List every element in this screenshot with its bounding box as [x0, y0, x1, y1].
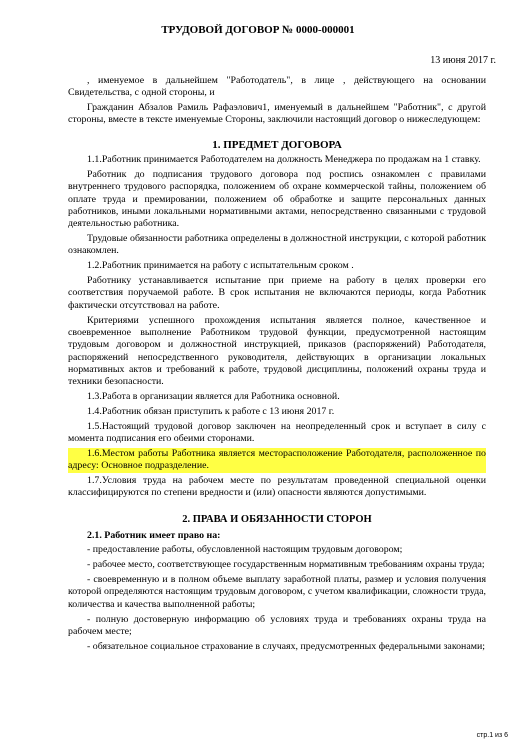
document-title: ТРУДОВОЙ ДОГОВОР № 0000-000001: [161, 24, 355, 36]
highlighted-clause: 1.6.Местом работы Работника является месторасположение Работодателя, расположенное по адресу: Основное подразделение.: [68, 447, 486, 472]
document-body: [68, 75, 486, 656]
rights-item: - рабочее место, соответствующее государственным нормативным требованиям охраны труда;: [87, 559, 485, 571]
clause-paragraph: 1.7.Условия труда на рабочем месте по результатам проведенной специальной оценки классифицируются по степени вредности и (или) опасности являются допустимыми.: [68, 475, 486, 499]
clause-paragraph: 1.1.Работник принимается Работодателем на должность Менеджера по продажам на 1 ставку.: [87, 154, 481, 166]
clause-paragraph: Трудовые обязанности работника определены в должностной инструкции, с которой работник ознакомлен.: [68, 233, 486, 257]
intro-paragraph: Гражданин Абзалов Рамиль Рафаэлович1, именуемый в дальнейшем "Работник", с другой стороны, вместе в тексте именуемые Стороны, заключили настоящий договор о нижеследующем:: [68, 102, 486, 126]
intro-paragraph: , именуемое в дальнейшем "Работодатель", в лице , действующего на основании Свидетельства, с одной стороны, и: [68, 75, 486, 99]
page-number: стр.1 из 6: [476, 732, 508, 739]
subsection-heading: 2.1. Работник имеет право на:: [87, 530, 221, 542]
clause-paragraph: Работнику устанавливается испытание при приеме на работу в целях проверки его соответствия поручаемой работе. В срок испытания не включаются периоды, когда Работник фактически отсутствовал на работе.: [68, 275, 486, 311]
clause-paragraph: 1.3.Работа в организации является для Работника основной.: [87, 390, 340, 402]
document-date: 13 июня 2017 г.: [430, 55, 496, 66]
clause-paragraph: 1.2.Работник принимается на работу с испытательным сроком .: [87, 260, 354, 272]
rights-item: - предоставление работы, обусловленной настоящим трудовым договором;: [87, 544, 403, 556]
clause-paragraph: Критериями успешного прохождения испытания является полное, качественное и своевременное выполнение Работником трудовой функции, предусмотренной настоящим трудовым договором и должностной инструкцией, приказов (распоряжений) Работодателя, распоряжений непосредственного руководителя, действующих в организации локальных нормативных актов и требований к работе, трудовой дисциплины, положений охраны труда и техники безопасности.: [68, 314, 486, 388]
clause-paragraph: 1.4.Работник обязан приступить к работе с 13 июня 2017 г.: [87, 405, 335, 417]
clause-paragraph: Работник до подписания трудового договора под роспись ознакомлен с правилами внутреннего трудового распорядка, положением об охране коммерческой тайны, положением об оплате труда и премировании, положением об обработке и защите персональных данных работников, иными локальными нормативными актами, непосредственно связанными с трудовой деятельностью работника.: [68, 168, 486, 230]
rights-item: - обязательное социальное страхование в случаях, предусмотренных федеральными законами;: [87, 640, 485, 652]
section-heading: 1. ПРЕДМЕТ ДОГОВОРА: [212, 138, 342, 151]
rights-item: - полную достоверную информацию об условиях труда и требованиях охраны труда на рабочем месте;: [68, 613, 486, 637]
clause-paragraph: 1.5.Настоящий трудовой договор заключен на неопределенный срок и вступает в силу с момента подписания его обеими сторонами.: [68, 420, 486, 445]
section-heading: 2. ПРАВА И ОБЯЗАННОСТИ СТОРОН: [182, 513, 372, 525]
rights-item: - своевременную и в полном объеме выплату заработной платы, размер и условия получения которой определяются настоящим трудовым договором, с учетом квалификации, сложности труда, количества и качества выполненной работы;: [68, 574, 486, 610]
